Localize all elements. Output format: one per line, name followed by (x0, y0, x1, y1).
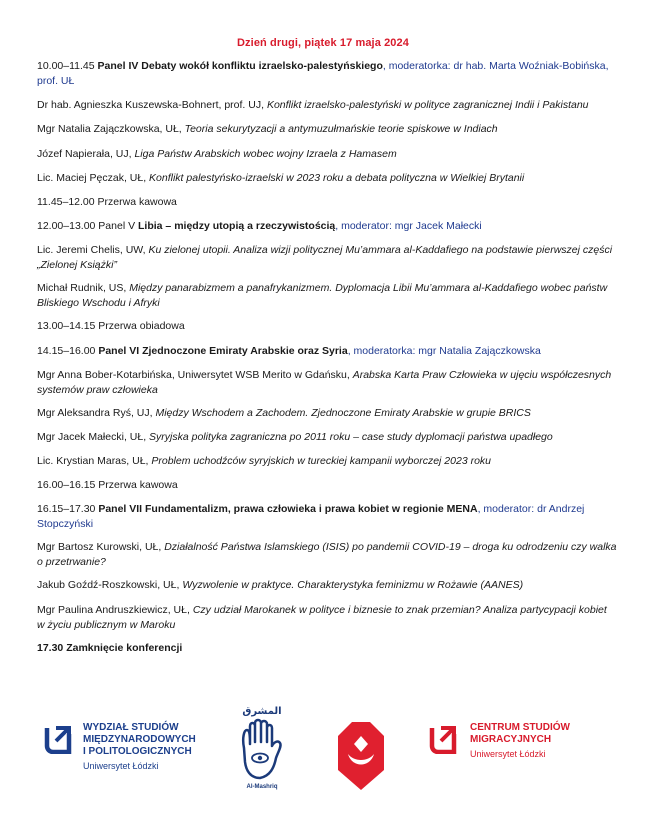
panel-time: 16.15–17.30 (37, 503, 99, 516)
talk-item (37, 454, 617, 469)
panel-title: Panel VII Fundamentalizm, prawa człowieka i prawa kobiet w regionie MENA (98, 503, 478, 516)
csm-university: Uniwersytet Łódzki (470, 749, 546, 759)
al-mashriq-latin: Al-Mashriq (246, 784, 278, 790)
panel-title: Panel IV Debaty wokół konfliktu izraelsko-palestyńskiego (97, 60, 383, 72)
speaker: Dr hab. Agnieszka Kuszewska-Bohnert, prof. UJ, (37, 99, 267, 112)
al-mashriq-logo (232, 708, 292, 796)
talk-title: Między Wschodem a Zachodem. Zjednoczone Emiraty Arabskie w grupie BRICS (155, 406, 531, 419)
speaker: Mgr Aleksandra Ryś, UJ, (37, 406, 156, 419)
panel-time: 12.00–13.00 Panel V (37, 220, 139, 233)
speaker: Lic. Krystian Maras, UŁ, (37, 455, 152, 468)
talk-title: Czy udział Marokanek w polityce i biznesie to znak przemian? Analiza partycypacji kobiet w życiu publicznym w Maroku (37, 603, 607, 631)
panel-title: Libia – między utopią a rzeczywistością (138, 220, 336, 233)
speaker: Mgr Bartosz Kurowski, UŁ, (37, 541, 165, 554)
break-item: 16.00–16.15 Przerwa kawowa (37, 479, 178, 492)
speaker: Lic. Jeremi Chelis, UW, (37, 244, 149, 257)
panel-item (37, 59, 617, 89)
wsmip-university: Uniwersytet Łódzki (83, 761, 159, 771)
panel-moderator: , moderator: mgr Jacek Małecki (335, 220, 482, 233)
panel-time: 10.00–11.45 (37, 60, 98, 72)
speaker: Mgr Jacek Małecki, UŁ, (37, 430, 150, 443)
speaker: Michał Rudnik, US, (37, 282, 130, 295)
talk-item (37, 368, 617, 398)
talk-item (37, 243, 617, 273)
panel-moderator: , moderatorka: mgr Natalia Zajączkowska (347, 344, 541, 357)
panel-title: Panel VI Zjednoczone Emiraty Arabskie oraz Syria (98, 344, 348, 357)
talk-title: Teoria sekurytyzacji a antymuzułmańskie teorie spiskowe w Indiach (184, 123, 498, 136)
talk-title: Problem uchodźców syryjskich w tureckiej kampanii wyborczej 2023 roku (151, 455, 492, 468)
talk-title: Wyzwolenie w praktyce. Charakterystyka feminizmu w Rożawie (AANES) (182, 579, 524, 592)
talk-title: Ku zielonej utopii. Analiza wizji politycznej Mu’ammara al-Kaddafiego na podstawie pierwszej części „Zielonej Książki” (37, 244, 613, 272)
ul-mark-icon (428, 724, 458, 754)
panel-item (37, 344, 617, 359)
talk-title: Arabska Karta Praw Człowieka w ujęciu współczesnych systemów praw człowieka (37, 368, 612, 396)
speaker: Mgr Natalia Zajączkowska, UŁ, (37, 123, 185, 136)
talk-item (37, 603, 617, 633)
wsmip-name: WYDZIAŁ STUDIÓW MIĘDZYNARODOWYCH I POLITOLOGICZNYCH (83, 722, 196, 757)
talk-item (37, 122, 617, 137)
talk-title: Syryjska polityka zagraniczna po 2011 roku – case study dyplomacji państwa upadłego (149, 430, 553, 443)
panel-moderator: , moderatorka: dr hab. Marta Woźniak-Bobińska, prof. UŁ (37, 60, 609, 87)
talk-item (37, 430, 617, 445)
talk-item (37, 540, 617, 570)
talk-title: Między panarabizmem a panafrykanizmem. Dyplomacja Libii Mu’ammara al-Kaddafiego wobec państw Bliskiego Wschodu i Afryki (37, 282, 608, 310)
hamsa-icon (238, 718, 286, 784)
break-item: 11.45–12.00 Przerwa kawowa (37, 195, 177, 208)
csm-name: CENTRUM STUDIÓW MIGRACYJNYCH (470, 722, 570, 745)
closing-item: 17.30 Zamknięcie konferencji (37, 641, 183, 654)
panel-time: 14.15–16.00 (37, 344, 99, 357)
talk-title: Konflikt palestyńsko-izraelski w 2023 roku a debata polityczna w Wielkiej Brytanii (149, 171, 525, 184)
partner-logos (0, 708, 646, 798)
speaker: Mgr Anna Bober-Kotarbińska, Uniwersytet WSB Merito w Gdańsku, (37, 368, 353, 381)
talk-title: Liga Państw Arabskich wobec wojny Izraela z Hamasem (134, 147, 397, 160)
talk-item (37, 281, 617, 311)
program-list (37, 59, 617, 656)
panel-moderator: , moderator: dr Andrzej Stopczyński (37, 503, 585, 531)
ul-mark-icon (43, 724, 73, 754)
speaker: Jakub Goźdź-Roszkowski, UŁ, (37, 579, 183, 592)
crescent-emblem-logo (338, 722, 384, 790)
speaker: Lic. Maciej Pęczak, UŁ, (37, 171, 150, 184)
speaker: Józef Napierała, UJ, (37, 147, 135, 160)
panel-item (37, 219, 617, 234)
talk-title: Działalność Państwa Islamskiego (ISIS) po pandemii COVID-19 – droga ku odrodzeniu czy walka o przetrwanie? (37, 541, 617, 569)
talk-item (37, 98, 617, 113)
talk-item (37, 171, 617, 186)
talk-title: Konflikt izraelsko-palestyński w polityce zagranicznej Indii i Pakistanu (266, 99, 589, 112)
panel-item (37, 502, 617, 532)
crescent-emblem-icon (338, 722, 384, 790)
day-heading: Dzień drugi, piątek 17 maja 2024 (237, 37, 409, 49)
csm-logo (428, 722, 608, 782)
talk-item (37, 578, 617, 593)
talk-item (37, 406, 617, 421)
al-mashriq-arabic: المشرق (242, 706, 282, 717)
wsmip-logo (43, 722, 218, 782)
talk-item (37, 147, 617, 162)
speaker: Mgr Paulina Andruszkiewicz, UŁ, (37, 603, 193, 616)
break-item: 13.00–14.15 Przerwa obiadowa (37, 320, 185, 333)
